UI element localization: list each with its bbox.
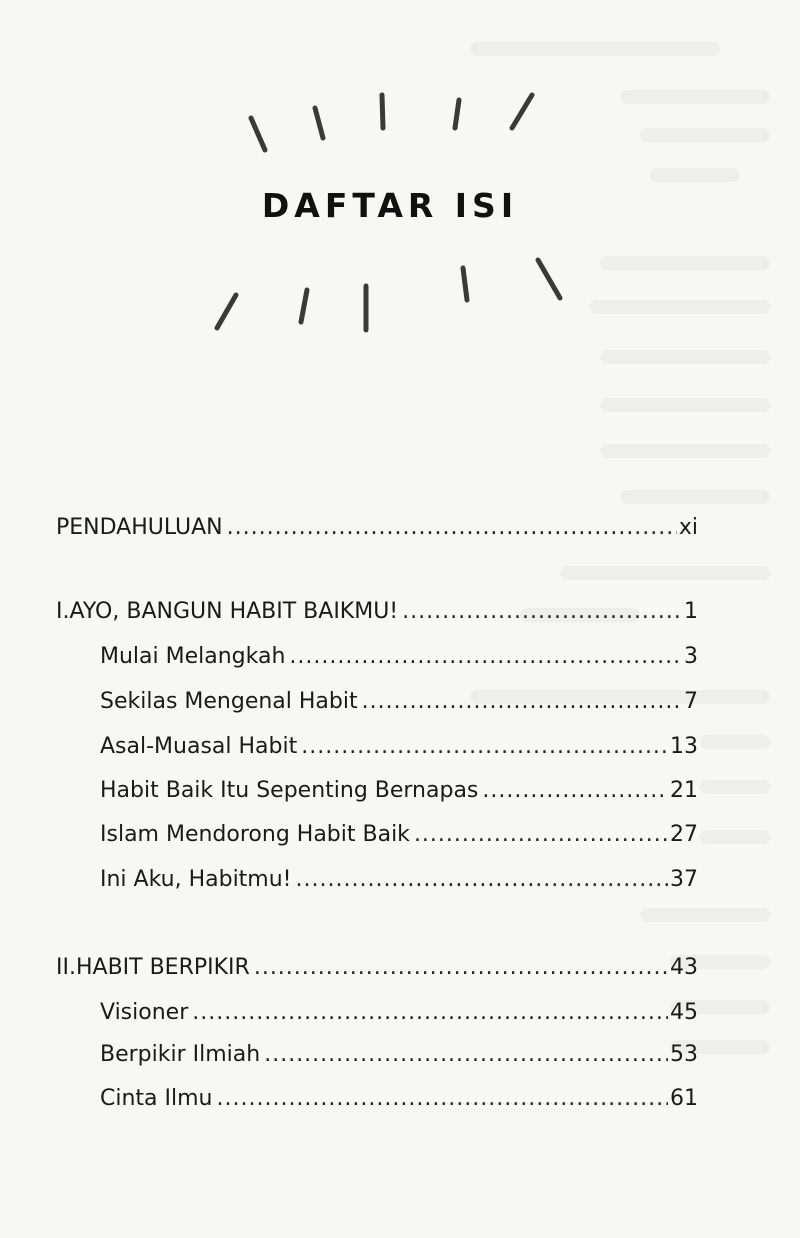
- entry-label: Mulai Melangkah: [100, 644, 286, 669]
- leader-dots: [289, 642, 682, 672]
- toc-entry[interactable]: [100, 776, 698, 806]
- leader-dots: [414, 820, 668, 850]
- toc-entry[interactable]: [100, 1084, 698, 1114]
- stroke-mark: [217, 295, 236, 328]
- toc-entry[interactable]: [56, 513, 698, 543]
- entry-label: Berpikir Ilmiah: [100, 1042, 261, 1067]
- page-number: xi: [678, 515, 698, 540]
- page-number: 45: [670, 1000, 698, 1025]
- page-number: 37: [670, 867, 698, 892]
- toc-entry[interactable]: [100, 998, 698, 1028]
- stroke-mark: [382, 95, 383, 128]
- stroke-mark: [455, 100, 459, 128]
- chapter-label: HABIT BERPIKIR: [75, 955, 250, 980]
- toc-chapter[interactable]: [56, 597, 698, 627]
- page-number: 3: [684, 644, 698, 669]
- entry-label: Sekilas Mengenal Habit: [100, 689, 358, 714]
- page-number: 7: [684, 689, 698, 714]
- stroke-mark: [301, 290, 307, 322]
- leader-dots: [227, 513, 677, 543]
- entry-label: Islam Mendorong Habit Baik: [100, 822, 410, 847]
- entry-label: Asal-Muasal Habit: [100, 734, 298, 759]
- toc-entry[interactable]: [100, 1040, 698, 1070]
- stroke-mark: [463, 268, 467, 300]
- chapter-numeral: II.: [56, 955, 76, 980]
- page-number: 43: [670, 955, 698, 980]
- stroke-mark: [538, 260, 560, 298]
- leader-dots: [254, 953, 668, 983]
- leader-dots: [192, 998, 668, 1028]
- page-number: 53: [670, 1042, 698, 1067]
- page-number: 13: [670, 734, 698, 759]
- page-title: DAFTAR ISI: [261, 186, 519, 225]
- stroke-mark: [315, 108, 323, 138]
- entry-label: Visioner: [100, 1000, 189, 1025]
- chapter-numeral: I.: [56, 599, 70, 624]
- leader-dots: [482, 776, 668, 806]
- toc-entry[interactable]: [100, 642, 698, 672]
- stroke-mark: [251, 118, 265, 150]
- leader-dots: [296, 865, 668, 895]
- page-number: 1: [684, 599, 698, 624]
- leader-dots: [301, 732, 668, 762]
- toc-chapter[interactable]: [56, 953, 698, 983]
- entry-label: Cinta Ilmu: [100, 1086, 213, 1111]
- page-number: 27: [670, 822, 698, 847]
- toc-entry[interactable]: [100, 687, 698, 717]
- stroke-mark: [512, 95, 532, 128]
- leader-dots: [217, 1084, 669, 1114]
- leader-dots: [362, 687, 682, 717]
- toc-entry[interactable]: [100, 732, 698, 762]
- toc-entry[interactable]: [100, 865, 698, 895]
- leader-dots: [264, 1040, 668, 1070]
- entry-label: PENDAHULUAN: [56, 515, 223, 540]
- leader-dots: [402, 597, 682, 627]
- toc-entry[interactable]: [100, 820, 698, 850]
- entry-label: Ini Aku, Habitmu!: [100, 867, 292, 892]
- entry-label: Habit Baik Itu Sepenting Bernapas: [100, 778, 479, 803]
- page-number: 21: [670, 778, 698, 803]
- page-number: 61: [670, 1086, 698, 1111]
- chapter-label: AYO, BANGUN HABIT BAIKMU!: [69, 599, 399, 624]
- decorative-strokes: [0, 0, 800, 360]
